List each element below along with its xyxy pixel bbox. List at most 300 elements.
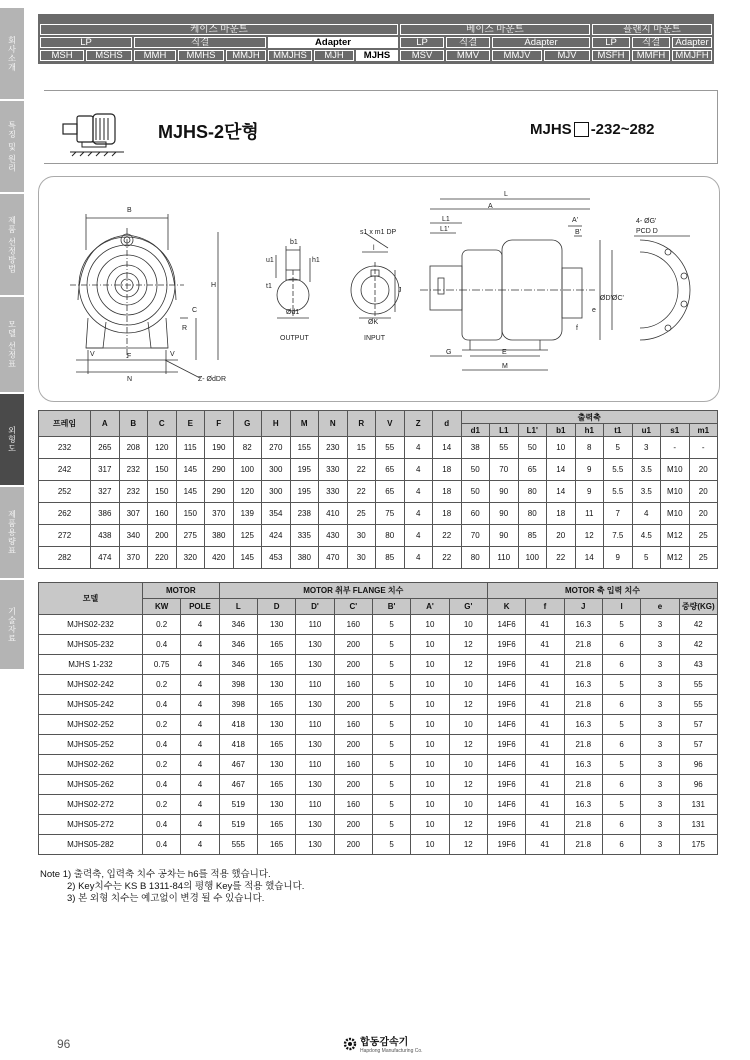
dim-label-n: N xyxy=(127,376,133,383)
table-cell: 16.3 xyxy=(564,795,602,815)
th-weight: 중량(KG) xyxy=(679,599,717,615)
frame-dimension-table xyxy=(38,410,718,569)
nav-mjhs[interactable]: MJHS xyxy=(356,50,398,61)
model-row xyxy=(39,655,718,675)
side-tab-technical[interactable]: 기술자료 xyxy=(0,580,24,670)
table-cell: 14 xyxy=(433,437,462,459)
dim-label-h1: h1 xyxy=(312,257,320,264)
dim-label-l1: L1 xyxy=(442,216,450,223)
table-cell: 65 xyxy=(376,481,405,503)
table-cell: 9 xyxy=(575,459,604,481)
nav-msfh[interactable]: MSFH xyxy=(592,50,630,61)
table-cell: 6 xyxy=(602,815,640,835)
input-label: INPUT xyxy=(364,335,385,342)
dim-label-d1: Ød1 xyxy=(286,309,300,316)
table-cell: 519 xyxy=(219,815,257,835)
nav-case-direct[interactable]: 직결 xyxy=(134,37,266,48)
table-cell: 85 xyxy=(376,547,405,569)
table-cell: 11 xyxy=(575,503,604,525)
th-a: A xyxy=(91,411,120,437)
table-cell: 21.8 xyxy=(564,815,602,835)
side-tab-capacity[interactable]: 제품용량표 xyxy=(0,487,24,579)
table-cell: 4 xyxy=(181,695,219,715)
side-tab-dimensions[interactable]: 외형도 xyxy=(0,394,24,486)
table-cell: 418 xyxy=(219,735,257,755)
table-cell: 90 xyxy=(490,525,519,547)
dim-label-a-prime: A' xyxy=(572,217,579,224)
nav-mmjhs[interactable]: MMJHS xyxy=(268,50,312,61)
table-cell: 160 xyxy=(334,715,372,735)
table-cell: 165 xyxy=(257,635,295,655)
table-cell: 130 xyxy=(296,655,334,675)
table-cell: 4 xyxy=(181,775,219,795)
table-cell: 5 xyxy=(604,437,633,459)
table-cell: 0.4 xyxy=(143,775,181,795)
model-row-key-cell: MJHS05-262 xyxy=(39,775,143,795)
frame-row xyxy=(39,525,718,547)
frame-row xyxy=(39,437,718,459)
table-cell: M10 xyxy=(661,503,690,525)
model-row-key-cell: MJHS02-272 xyxy=(39,795,143,815)
dim-label-k: ØK xyxy=(368,319,379,326)
th-b: B xyxy=(119,411,148,437)
th-l1-prime: L1' xyxy=(518,424,547,437)
table-cell: 380 xyxy=(205,525,234,547)
gear-icon xyxy=(343,1037,357,1051)
table-cell: 14F6 xyxy=(487,755,525,775)
nav-base-mount[interactable]: 베이스 마운트 xyxy=(400,24,590,35)
table-cell: 50 xyxy=(461,459,490,481)
table-cell: 5 xyxy=(372,775,410,795)
table-cell: 131 xyxy=(679,795,717,815)
table-cell: 6 xyxy=(602,735,640,755)
nav-flange-adapter[interactable]: Adapter xyxy=(672,37,712,48)
model-row xyxy=(39,835,718,855)
model-row-key-cell: MJHS05-232 xyxy=(39,635,143,655)
table-cell: 41 xyxy=(526,655,564,675)
table-cell: 3 xyxy=(641,695,679,715)
table-cell: 175 xyxy=(679,835,717,855)
table-cell: 65 xyxy=(376,459,405,481)
table-cell: 5 xyxy=(372,635,410,655)
frame-row-key-cell: 242 xyxy=(39,459,91,481)
table-cell: 4 xyxy=(404,503,433,525)
table-cell: 150 xyxy=(148,481,177,503)
table-cell: 20 xyxy=(547,525,576,547)
table-cell: 130 xyxy=(296,775,334,795)
th-v: V xyxy=(376,411,405,437)
th-b1: b1 xyxy=(547,424,576,437)
table-cell: 70 xyxy=(461,525,490,547)
table-cell: 12 xyxy=(449,815,487,835)
table-cell: 4 xyxy=(181,615,219,635)
table-cell: 55 xyxy=(376,437,405,459)
page-number: 96 xyxy=(57,1037,71,1051)
table-cell: 195 xyxy=(290,459,319,481)
table-cell: 130 xyxy=(257,675,295,695)
table-cell: 3 xyxy=(641,815,679,835)
table-cell: 5 xyxy=(372,655,410,675)
table-cell: 10 xyxy=(411,775,449,795)
table-cell: 300 xyxy=(262,481,291,503)
model-row-key-cell: MJHS 1-232 xyxy=(39,655,143,675)
table-cell: 10 xyxy=(411,635,449,655)
table-cell: 4 xyxy=(181,815,219,835)
table-cell: 19F6 xyxy=(487,695,525,715)
table-cell: M10 xyxy=(661,481,690,503)
table-cell: 85 xyxy=(518,525,547,547)
frame-row-key-cell: 272 xyxy=(39,525,91,547)
table-cell: 300 xyxy=(262,459,291,481)
side-tab-company[interactable]: 회사소개 xyxy=(0,8,24,100)
table-cell: 145 xyxy=(176,481,205,503)
table-cell: 10 xyxy=(411,735,449,755)
table-cell: 21.8 xyxy=(564,695,602,715)
table-cell: 30 xyxy=(347,525,376,547)
table-cell: 10 xyxy=(411,815,449,835)
table-cell: 4 xyxy=(404,437,433,459)
nav-base-direct[interactable]: 직결 xyxy=(446,37,490,48)
table-cell: 474 xyxy=(91,547,120,569)
table-cell: 4 xyxy=(181,735,219,755)
th-kw: KW xyxy=(143,599,181,615)
th-h: H xyxy=(262,411,291,437)
table-cell: 5 xyxy=(602,715,640,735)
table-cell: 6 xyxy=(602,695,640,715)
table-cell: 130 xyxy=(257,755,295,775)
table-cell: 43 xyxy=(679,655,717,675)
table-cell: 307 xyxy=(119,503,148,525)
dim-label-u1: u1 xyxy=(266,257,274,264)
table-cell: 5 xyxy=(372,835,410,855)
table-cell: 110 xyxy=(296,675,334,695)
table-cell: 8 xyxy=(575,437,604,459)
table-cell: 14F6 xyxy=(487,615,525,635)
table-cell: 21.8 xyxy=(564,635,602,655)
nav-mmh[interactable]: MMH xyxy=(134,50,176,61)
table-cell: 0.2 xyxy=(143,755,181,775)
table-cell: 110 xyxy=(296,615,334,635)
table-cell: 100 xyxy=(518,547,547,569)
table-cell: 18 xyxy=(547,503,576,525)
table-cell: 4 xyxy=(181,655,219,675)
table-cell: 19F6 xyxy=(487,655,525,675)
dim-label-l: l xyxy=(373,245,375,252)
nav-flange-mount[interactable]: 플랜지 마운트 xyxy=(592,24,712,35)
table-cell: 0.4 xyxy=(143,735,181,755)
th-motor-input: MOTOR 축 입력 치수 xyxy=(487,583,717,599)
table-cell: 420 xyxy=(205,547,234,569)
table-cell: 200 xyxy=(148,525,177,547)
table-cell: 238 xyxy=(290,503,319,525)
table-cell: 346 xyxy=(219,615,257,635)
notes xyxy=(40,869,304,905)
table-cell: 42 xyxy=(679,615,717,635)
table-cell: 41 xyxy=(526,695,564,715)
table-cell: 4 xyxy=(404,547,433,569)
side-tab-model-selection[interactable]: 모델 선정표 xyxy=(0,297,24,393)
th-d-flange: D xyxy=(257,599,295,615)
frame-row xyxy=(39,547,718,569)
table-cell: 41 xyxy=(526,795,564,815)
table-cell: 10 xyxy=(411,655,449,675)
table-cell: 10 xyxy=(449,795,487,815)
table-cell: 50 xyxy=(461,481,490,503)
table-cell: 5 xyxy=(372,715,410,735)
table-cell: 14 xyxy=(547,481,576,503)
table-cell: 4 xyxy=(181,635,219,655)
table-cell: 3 xyxy=(641,655,679,675)
table-cell: 7.5 xyxy=(604,525,633,547)
table-cell: 0.75 xyxy=(143,655,181,675)
table-cell: 80 xyxy=(461,547,490,569)
table-cell: 165 xyxy=(257,835,295,855)
table-cell: 80 xyxy=(376,525,405,547)
table-cell: M12 xyxy=(661,547,690,569)
table-cell: 4 xyxy=(181,835,219,855)
table-cell: 10 xyxy=(411,695,449,715)
th-k: K xyxy=(487,599,525,615)
table-cell: 470 xyxy=(319,547,348,569)
table-cell: 160 xyxy=(334,795,372,815)
th-model: 모델 xyxy=(39,583,143,615)
table-cell: 16.3 xyxy=(564,755,602,775)
table-cell: 5 xyxy=(602,755,640,775)
table-cell: 130 xyxy=(296,695,334,715)
frame-row xyxy=(39,503,718,525)
table-cell: 10 xyxy=(449,615,487,635)
table-cell: 16.3 xyxy=(564,715,602,735)
th-motor-flange: MOTOR 취부 FLANGE 치수 xyxy=(219,583,487,599)
table-cell: 60 xyxy=(461,503,490,525)
table-cell: 165 xyxy=(257,655,295,675)
nav-base-adapter[interactable]: Adapter xyxy=(492,37,590,48)
nav-mmjv[interactable]: MMJV xyxy=(492,50,542,61)
table-cell: 200 xyxy=(334,735,372,755)
table-cell: 5 xyxy=(372,675,410,695)
table-cell: 130 xyxy=(296,735,334,755)
table-cell: 22 xyxy=(347,459,376,481)
frame-dimension-rows xyxy=(39,437,718,569)
table-cell: 14F6 xyxy=(487,715,525,735)
table-cell: 75 xyxy=(376,503,405,525)
model-row-key-cell: MJHS05-242 xyxy=(39,695,143,715)
table-cell: 370 xyxy=(119,547,148,569)
table-cell: 96 xyxy=(679,775,717,795)
table-cell: 19F6 xyxy=(487,815,525,835)
model-row xyxy=(39,735,718,755)
table-cell: 90 xyxy=(490,481,519,503)
dim-label-l-total: L xyxy=(504,191,508,198)
table-cell: 4 xyxy=(632,503,661,525)
table-cell: 131 xyxy=(679,815,717,835)
table-cell: 380 xyxy=(290,547,319,569)
dim-label-m: M xyxy=(502,363,508,370)
table-cell: 10 xyxy=(449,675,487,695)
model-dimension-table xyxy=(38,582,718,855)
table-cell: 4 xyxy=(404,481,433,503)
table-cell: 20 xyxy=(689,503,718,525)
nav-case-mount[interactable]: 케이스 마운트 xyxy=(40,24,398,35)
dim-label-e-base: E xyxy=(502,349,507,356)
table-cell: 41 xyxy=(526,715,564,735)
table-cell: 4 xyxy=(404,525,433,547)
table-cell: 195 xyxy=(290,481,319,503)
table-cell: 0.2 xyxy=(143,615,181,635)
table-cell: 22 xyxy=(433,547,462,569)
nav-mmjfh[interactable]: MMJFH xyxy=(672,50,712,61)
th-e: E xyxy=(176,411,205,437)
note-3: 3) 본 외형 치수는 예고없이 변경 될 수 있습니다. xyxy=(67,893,265,904)
table-cell: 0.4 xyxy=(143,635,181,655)
nav-mjh[interactable]: MJH xyxy=(314,50,354,61)
table-cell: 398 xyxy=(219,675,257,695)
dim-label-b: B xyxy=(127,207,132,214)
table-cell: 265 xyxy=(91,437,120,459)
table-cell: 10 xyxy=(411,615,449,635)
table-cell: 110 xyxy=(296,795,334,815)
table-cell: 14 xyxy=(547,459,576,481)
dim-label-h: H xyxy=(211,282,217,289)
table-cell: 145 xyxy=(233,547,262,569)
table-cell: 346 xyxy=(219,635,257,655)
table-cell: 10 xyxy=(411,755,449,775)
th-l: L xyxy=(219,599,257,615)
table-cell: 41 xyxy=(526,775,564,795)
th-d-prime: D' xyxy=(296,599,334,615)
dim-label-f-small: f xyxy=(576,325,578,332)
dim-label-v-right: V xyxy=(170,351,175,358)
table-cell: 3.5 xyxy=(632,459,661,481)
dim-label-t1: t1 xyxy=(266,283,272,290)
table-cell: 120 xyxy=(148,437,177,459)
table-cell: 200 xyxy=(334,635,372,655)
table-cell: 10 xyxy=(449,715,487,735)
table-cell: 4 xyxy=(181,675,219,695)
nav-case-adapter[interactable]: Adapter xyxy=(268,37,398,48)
table-cell: 354 xyxy=(262,503,291,525)
nav-mmhs[interactable]: MMHS xyxy=(178,50,224,61)
side-tab-features[interactable]: 특징 및 원리 xyxy=(0,101,24,193)
table-cell: 3 xyxy=(641,795,679,815)
table-cell: 0.2 xyxy=(143,715,181,735)
dim-label-r: R xyxy=(182,325,188,332)
table-cell: 80 xyxy=(518,481,547,503)
table-cell: 340 xyxy=(119,525,148,547)
model-row-key-cell: MJHS02-242 xyxy=(39,675,143,695)
th-l1: L1 xyxy=(490,424,519,437)
table-cell: 275 xyxy=(176,525,205,547)
table-cell: 317 xyxy=(91,459,120,481)
table-cell: 386 xyxy=(91,503,120,525)
table-cell: 165 xyxy=(257,815,295,835)
dim-label-b-prime: B' xyxy=(575,229,582,236)
frame-row xyxy=(39,459,718,481)
nav-flange-lp[interactable]: LP xyxy=(592,37,630,48)
table-cell: 200 xyxy=(334,655,372,675)
table-cell: 150 xyxy=(148,459,177,481)
nav-mjv[interactable]: MJV xyxy=(544,50,590,61)
th-t1: t1 xyxy=(604,424,633,437)
nav-base-lp[interactable]: LP xyxy=(400,37,444,48)
th-s1: s1 xyxy=(661,424,690,437)
table-cell: 139 xyxy=(233,503,262,525)
dimension-drawing xyxy=(0,0,750,410)
model-row xyxy=(39,815,718,835)
table-cell: 0.4 xyxy=(143,835,181,855)
frame-row-key-cell: 282 xyxy=(39,547,91,569)
table-cell: 12 xyxy=(449,695,487,715)
table-cell: 12 xyxy=(449,635,487,655)
th-frame: 프레임 xyxy=(39,411,91,437)
table-cell: 10 xyxy=(411,835,449,855)
table-cell: 5.5 xyxy=(604,459,633,481)
th-f: F xyxy=(205,411,234,437)
table-cell: 10 xyxy=(411,675,449,695)
table-cell: 41 xyxy=(526,735,564,755)
table-cell: 555 xyxy=(219,835,257,855)
table-cell: 22 xyxy=(347,481,376,503)
output-shaft-section xyxy=(276,246,310,318)
dim-label-b1: b1 xyxy=(290,239,298,246)
model-row xyxy=(39,635,718,655)
table-cell: 6 xyxy=(602,835,640,855)
table-cell: 3 xyxy=(632,437,661,459)
nav-msv[interactable]: MSV xyxy=(400,50,444,61)
table-cell: 16.3 xyxy=(564,675,602,695)
nav-mmv[interactable]: MMV xyxy=(446,50,490,61)
th-n: N xyxy=(319,411,348,437)
nav-mmfh[interactable]: MMFH xyxy=(632,50,670,61)
dim-label-z: Z- ØdDR xyxy=(198,376,226,383)
table-cell: 21.8 xyxy=(564,775,602,795)
table-cell: 6 xyxy=(602,635,640,655)
table-cell: 220 xyxy=(148,547,177,569)
th-c: C xyxy=(148,411,177,437)
table-cell: 57 xyxy=(679,735,717,755)
nav-flange-direct[interactable]: 직결 xyxy=(632,37,670,48)
table-cell: 232 xyxy=(119,459,148,481)
table-cell: 10 xyxy=(411,795,449,815)
table-cell: 15 xyxy=(347,437,376,459)
table-cell: 160 xyxy=(334,615,372,635)
dim-label-e: e xyxy=(592,307,596,314)
nav-mmjh[interactable]: MMJH xyxy=(226,50,266,61)
nav-case-lp[interactable]: LP xyxy=(40,37,132,48)
nav-mshs[interactable]: MSHS xyxy=(86,50,132,61)
table-cell: 4 xyxy=(181,755,219,775)
table-cell: 19F6 xyxy=(487,635,525,655)
table-cell: 430 xyxy=(319,525,348,547)
output-label: OUTPUT xyxy=(280,335,309,342)
table-cell: 160 xyxy=(334,755,372,775)
table-cell: 18 xyxy=(433,459,462,481)
table-cell: 3 xyxy=(641,615,679,635)
side-tab-selection-method[interactable]: 제품 선정방법 xyxy=(0,194,24,296)
table-cell: 3 xyxy=(641,835,679,855)
table-cell: 335 xyxy=(290,525,319,547)
th-pole: POLE xyxy=(181,599,219,615)
table-cell: 50 xyxy=(518,437,547,459)
table-cell: 10 xyxy=(449,755,487,775)
nav-msh[interactable]: MSH xyxy=(40,50,84,61)
table-cell: 9 xyxy=(575,481,604,503)
table-cell: 438 xyxy=(91,525,120,547)
table-cell: 12 xyxy=(575,525,604,547)
table-cell: 19F6 xyxy=(487,835,525,855)
model-code-suffix: -232~282 xyxy=(590,121,655,138)
model-row-key-cell: MJHS02-252 xyxy=(39,715,143,735)
